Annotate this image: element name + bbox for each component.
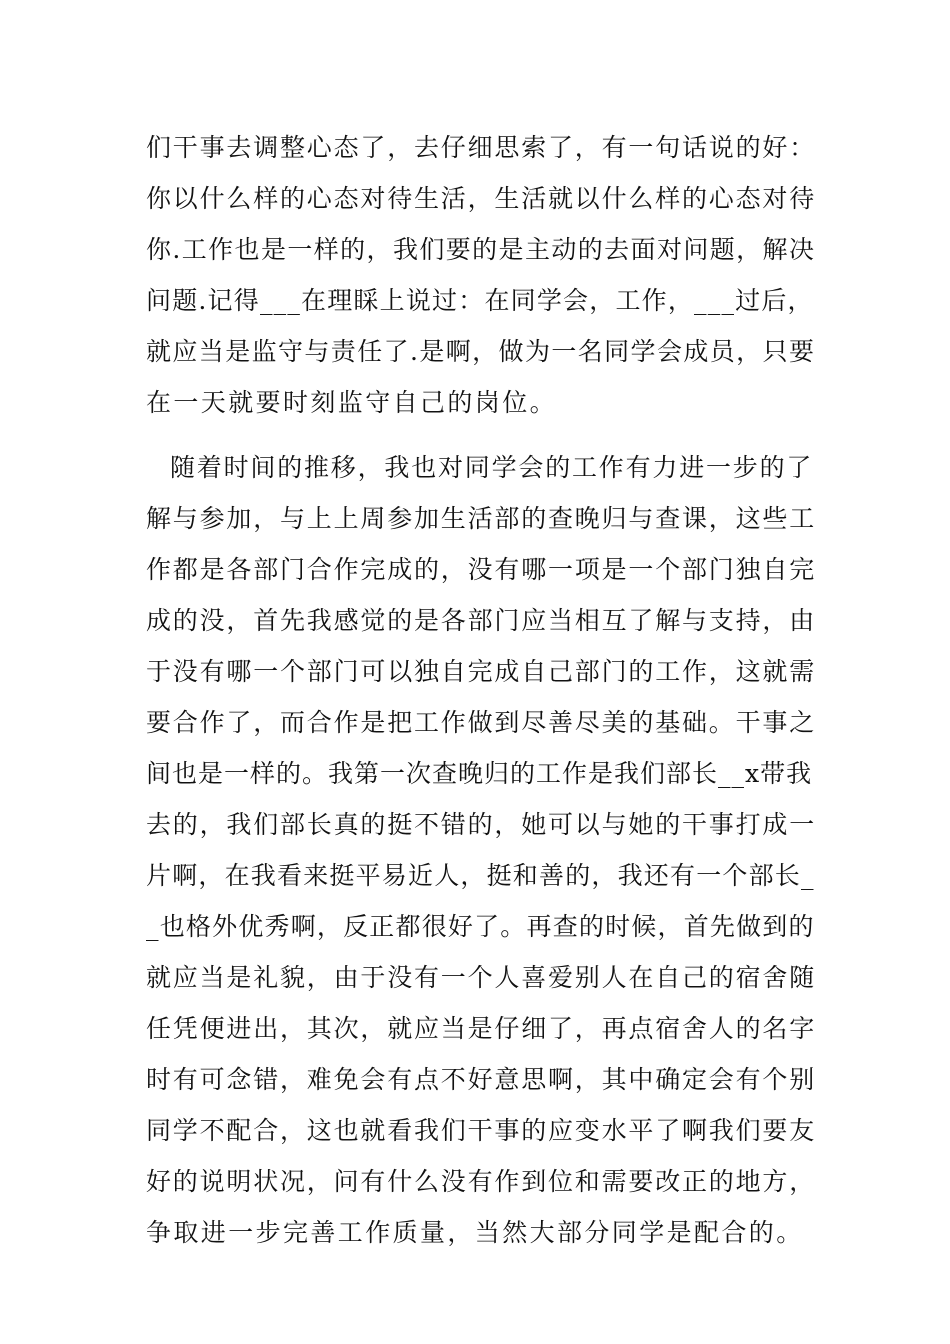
text-line: 要合作了，而合作是把工作做到尽善尽美的基础。干事之 bbox=[146, 708, 817, 737]
text-line: 争取进一步完善工作质量，当然大部分同学是配合的。 bbox=[146, 1218, 804, 1247]
text-line: 同学不配合，这也就看我们干事的应变水平了啊我们要友 bbox=[146, 1116, 817, 1145]
text-line: 在一天就要时刻监守自己的岗位。 bbox=[146, 388, 558, 417]
paragraph-2 bbox=[146, 450, 816, 1266]
text-line: 就应当是监守与责任了.是啊，做为一名同学会成员，只要 bbox=[146, 337, 816, 366]
text-line: 们干事去调整心态了，去仔细思索了，有一句话说的好： bbox=[146, 133, 817, 162]
text-line-first: 随着时间的推移，我也对同学会的工作有力进一步的了 bbox=[170, 453, 814, 482]
paragraph-1 bbox=[146, 130, 816, 436]
document-body bbox=[146, 130, 816, 1266]
text-line: 好的说明状况，问有什么没有作到位和需要改正的地方， bbox=[146, 1167, 817, 1196]
text-line: 你.工作也是一样的，我们要的是主动的去面对问题，解决 bbox=[146, 235, 816, 264]
text-line: 解与参加，与上上周参加生活部的查晚归与查课，这些工 bbox=[146, 504, 817, 533]
text-line: 问题.记得___在理睬上说过：在同学会，工作，___过后， bbox=[146, 286, 814, 315]
text-line: 你以什么样的心态对待生活，生活就以什么样的心态对待 bbox=[146, 184, 817, 213]
text-line: 片啊，在我看来挺平易近人，挺和善的，我还有一个部长_ bbox=[146, 861, 815, 890]
text-line: 间也是一样的。我第一次查晚归的工作是我们部长__x带我 bbox=[146, 759, 813, 788]
text-line: 就应当是礼貌，由于没有一个人喜爱别人在自己的宿舍随 bbox=[146, 963, 817, 992]
text-line: 时有可念错，难免会有点不好意思啊，其中确定会有个别 bbox=[146, 1065, 817, 1094]
text-line: 去的，我们部长真的挺不错的，她可以与她的干事打成一 bbox=[146, 810, 817, 839]
text-line: 任凭便进出，其次，就应当是仔细了，再点宿舍人的名字 bbox=[146, 1014, 817, 1043]
text-line: 成的没，首先我感觉的是各部门应当相互了解与支持，由 bbox=[146, 606, 817, 635]
paragraph-spacer bbox=[146, 436, 816, 450]
text-line: 作都是各部门合作完成的，没有哪一项是一个部门独自完 bbox=[146, 555, 817, 584]
text-line: 于没有哪一个部门可以独自完成自己部门的工作，这就需 bbox=[146, 657, 817, 686]
text-line: _也格外优秀啊，反正都很好了。再查的时候，首先做到的 bbox=[146, 912, 815, 941]
